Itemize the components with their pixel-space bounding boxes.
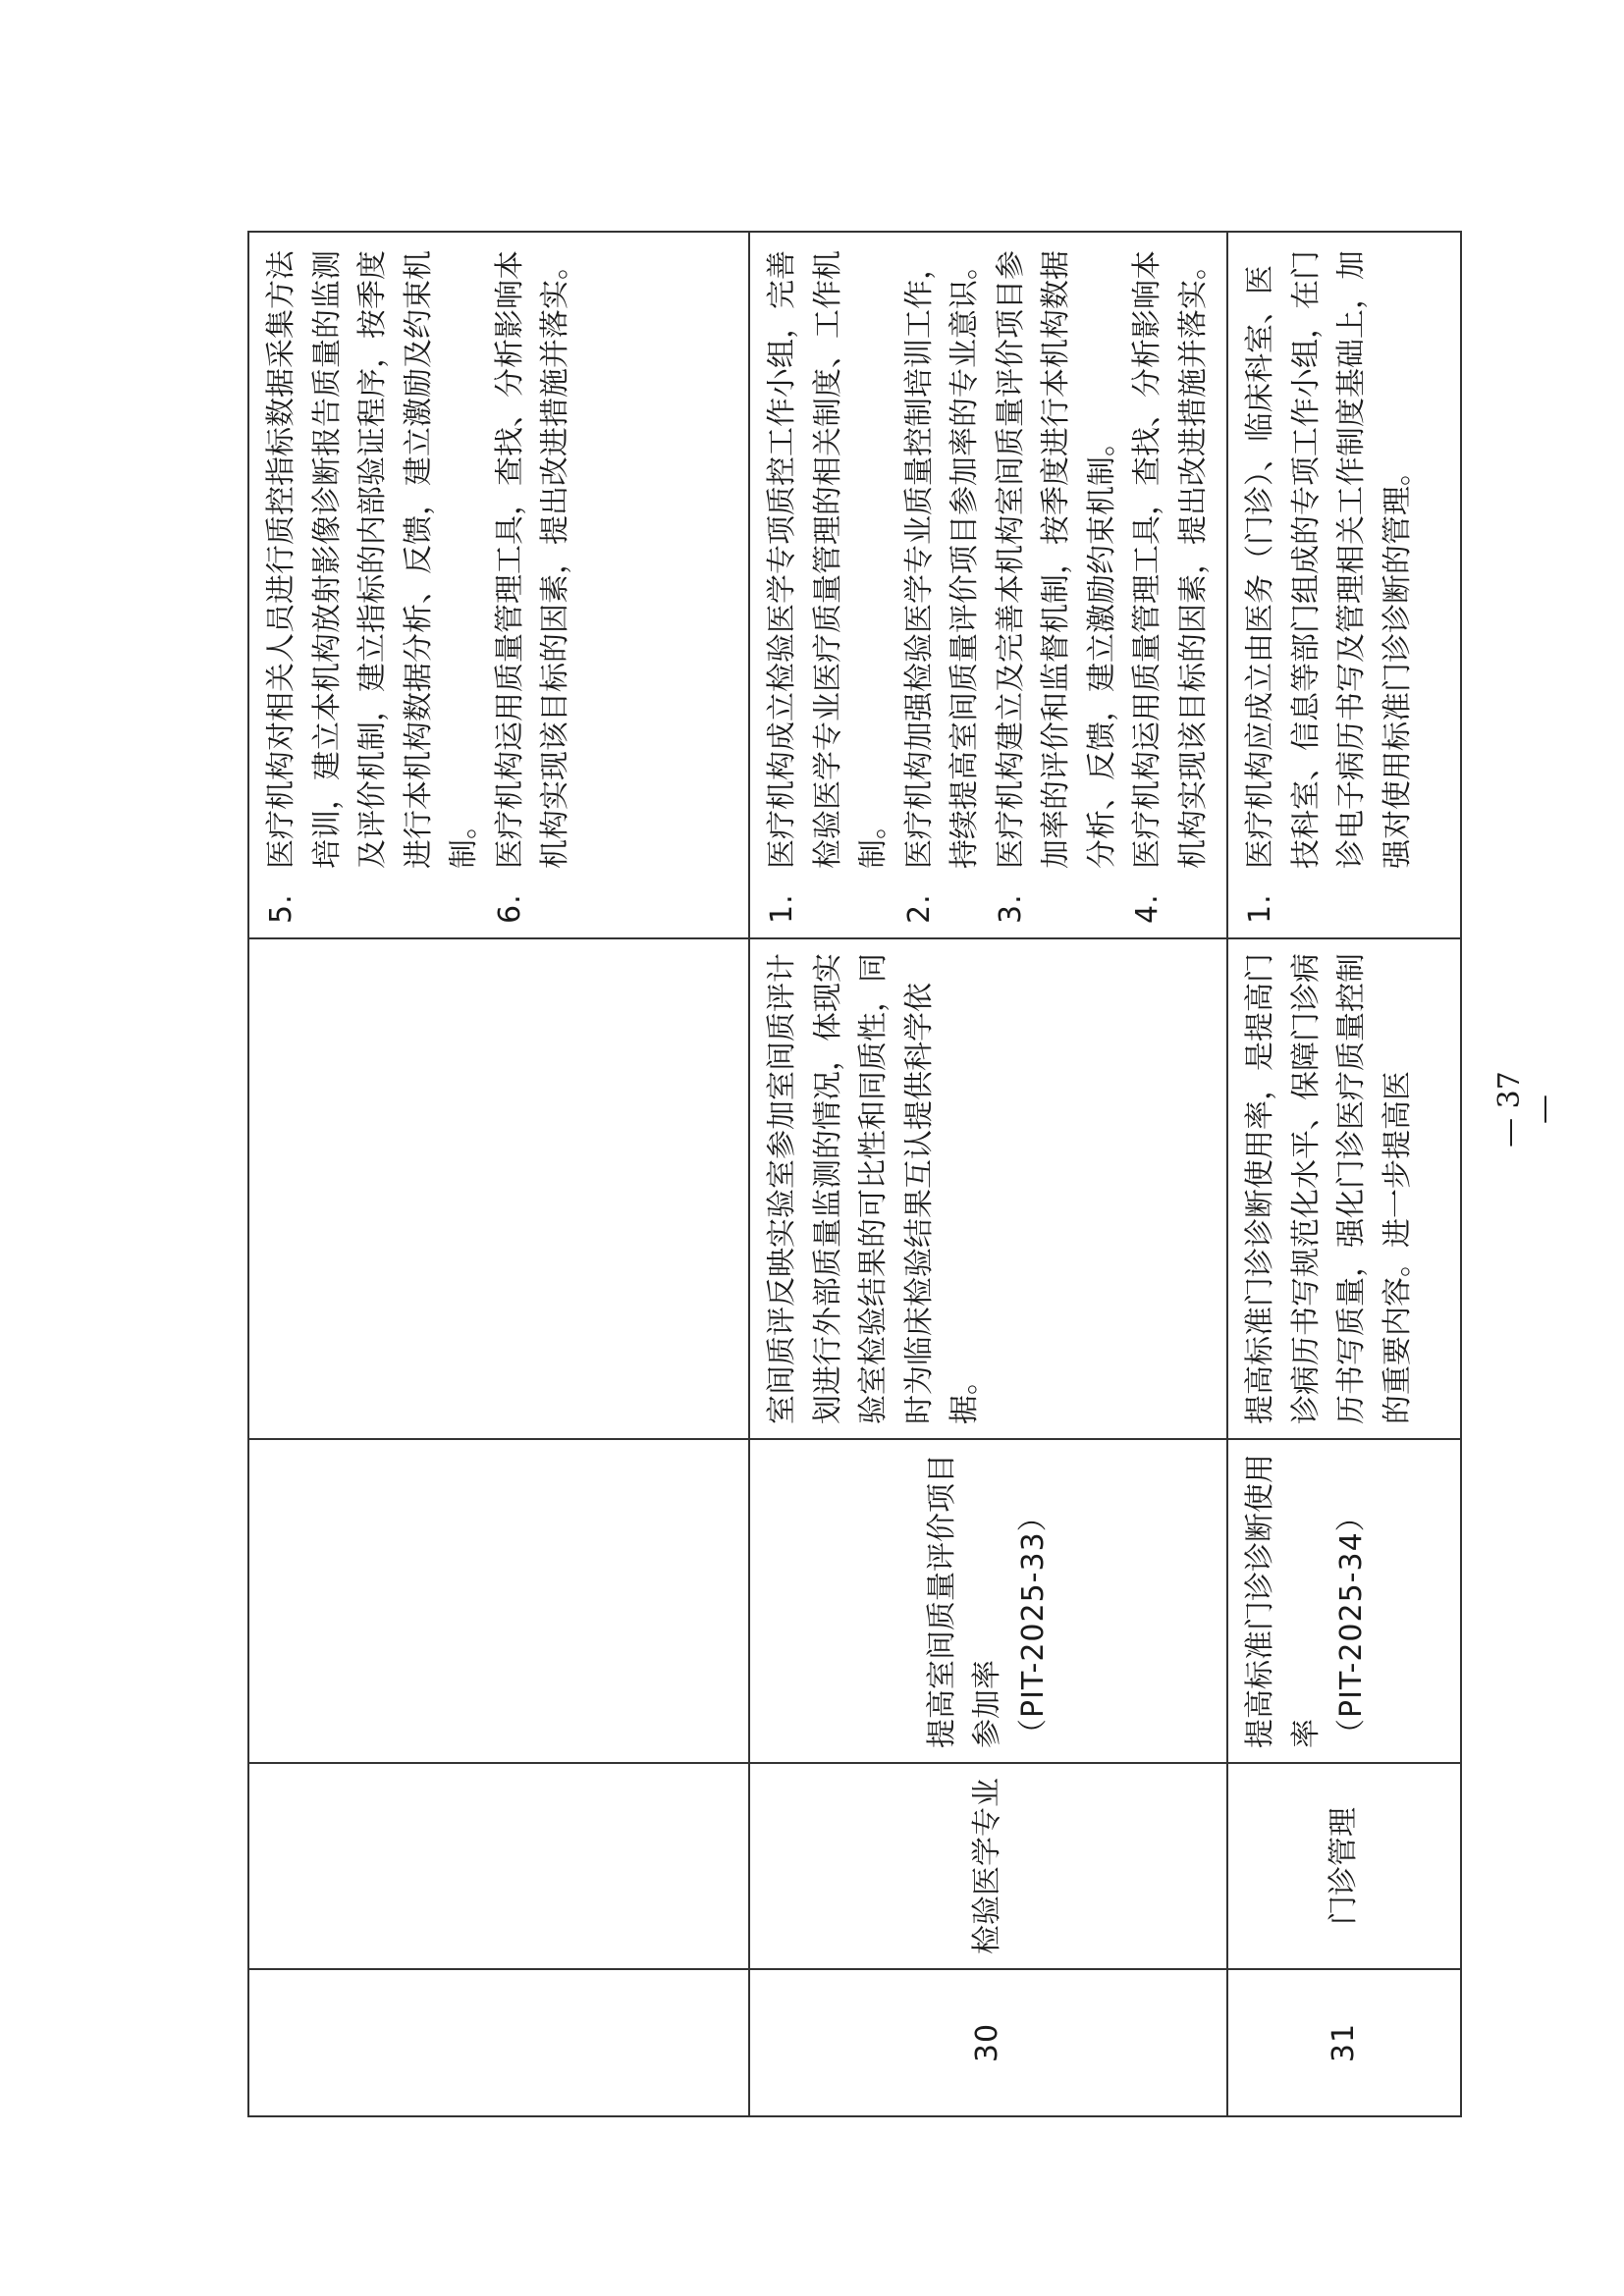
measures-list <box>760 246 1217 924</box>
row-number: 30 <box>749 1969 1227 2116</box>
item-number: 6. <box>492 893 527 924</box>
measures-cell <box>749 232 1227 938</box>
target-name-cell <box>248 1439 749 1763</box>
row-number <box>248 1969 749 2116</box>
item-text: 医疗机构加强检验医学专业质量控制培训工作，持续提高室间质量评价项目参加率的专业意识。 <box>901 250 982 869</box>
list-item <box>488 246 579 924</box>
table-row <box>1227 232 1461 2116</box>
item-text: 医疗机构成立检验医学专项质控工作小组，完善检验医学专业医疗质量管理的相关制度、工作机制。 <box>765 250 891 869</box>
domain-cell: 检验医学专业 <box>749 1763 1227 1969</box>
item-number: 3. <box>993 893 1028 924</box>
item-number: 4. <box>1130 893 1164 924</box>
measures-cell <box>1227 232 1461 938</box>
table-row <box>248 232 749 2116</box>
item-text: 医疗机构运用质量管理工具，查找、分析影响本机构实现该目标的因素，提出改进措施并落实。 <box>1130 250 1211 869</box>
rotated-table-wrapper <box>247 233 1414 2117</box>
item-number: 2. <box>901 893 937 924</box>
target-code: （PIT-2025-34） <box>1334 1501 1369 1748</box>
item-number: 1. <box>1243 893 1277 924</box>
item-number: 1. <box>765 893 799 924</box>
list-item <box>989 246 1126 924</box>
description-cell <box>248 938 749 1439</box>
list-item <box>1125 246 1217 924</box>
measures-list <box>1238 246 1421 924</box>
domain-cell: 门诊管理 <box>1227 1763 1461 1969</box>
row-number: 31 <box>1227 1969 1461 2116</box>
measures-cell <box>248 232 749 938</box>
item-text: 医疗机构应成立由医务（门诊）、临床科室、医技科室、信息等部门组成的专项工作小组，在门诊电子病历书写及管理相关工作制度基础上，加强对使用标准门诊诊断的管理。 <box>1243 250 1415 869</box>
target-name: 提高标准门诊诊断使用率 <box>1243 1454 1324 1748</box>
list-item <box>897 246 989 924</box>
target-code: （PIT-2025-33） <box>1015 1501 1051 1748</box>
target-name-cell <box>749 1439 1227 1763</box>
item-text: 医疗机构建立及完善本机构室间质量评价项目参加率的评价和监督机制，按季度进行本机构数据分析、反馈，建立激励约束机制。 <box>993 250 1119 869</box>
list-item <box>1238 246 1421 924</box>
item-number: 5. <box>264 893 298 924</box>
table-row <box>749 232 1227 2116</box>
list-item <box>760 246 897 924</box>
list-item <box>259 246 488 924</box>
target-name: 提高室间质量评价项目参加率 <box>924 1454 1005 1748</box>
target-name-cell <box>1227 1439 1461 1763</box>
measures-list <box>259 246 579 924</box>
description-cell: 提高标准门诊诊断使用率，是提高门诊病历书写规范化水平、保障门诊病历书写质量，强化门诊医疗质量控制的重要内容。进一步提高医 <box>1227 938 1461 1439</box>
item-text: 医疗机构对相关人员进行质控指标数据采集方法培训，建立本机构放射影像诊断报告质量的监测及评价机制，建立指标的内部验证程序，按季度进行本机构数据分析、反馈，建立激励及约束机制。 <box>264 250 481 869</box>
domain-cell <box>248 1763 749 1969</box>
quality-improvement-table <box>247 231 1462 2117</box>
page-number: — 37 — <box>1492 1071 1561 1148</box>
item-text: 医疗机构运用质量管理工具，查找、分析影响本机构实现该目标的因素，提出改进措施并落实。 <box>492 250 572 869</box>
description-cell: 室间质评反映实验室参加室间质评计划进行外部质量监测的情况，体现实验室检验结果的可比性和同质性，同时为临床检验结果互认提供科学依据。 <box>749 938 1227 1439</box>
